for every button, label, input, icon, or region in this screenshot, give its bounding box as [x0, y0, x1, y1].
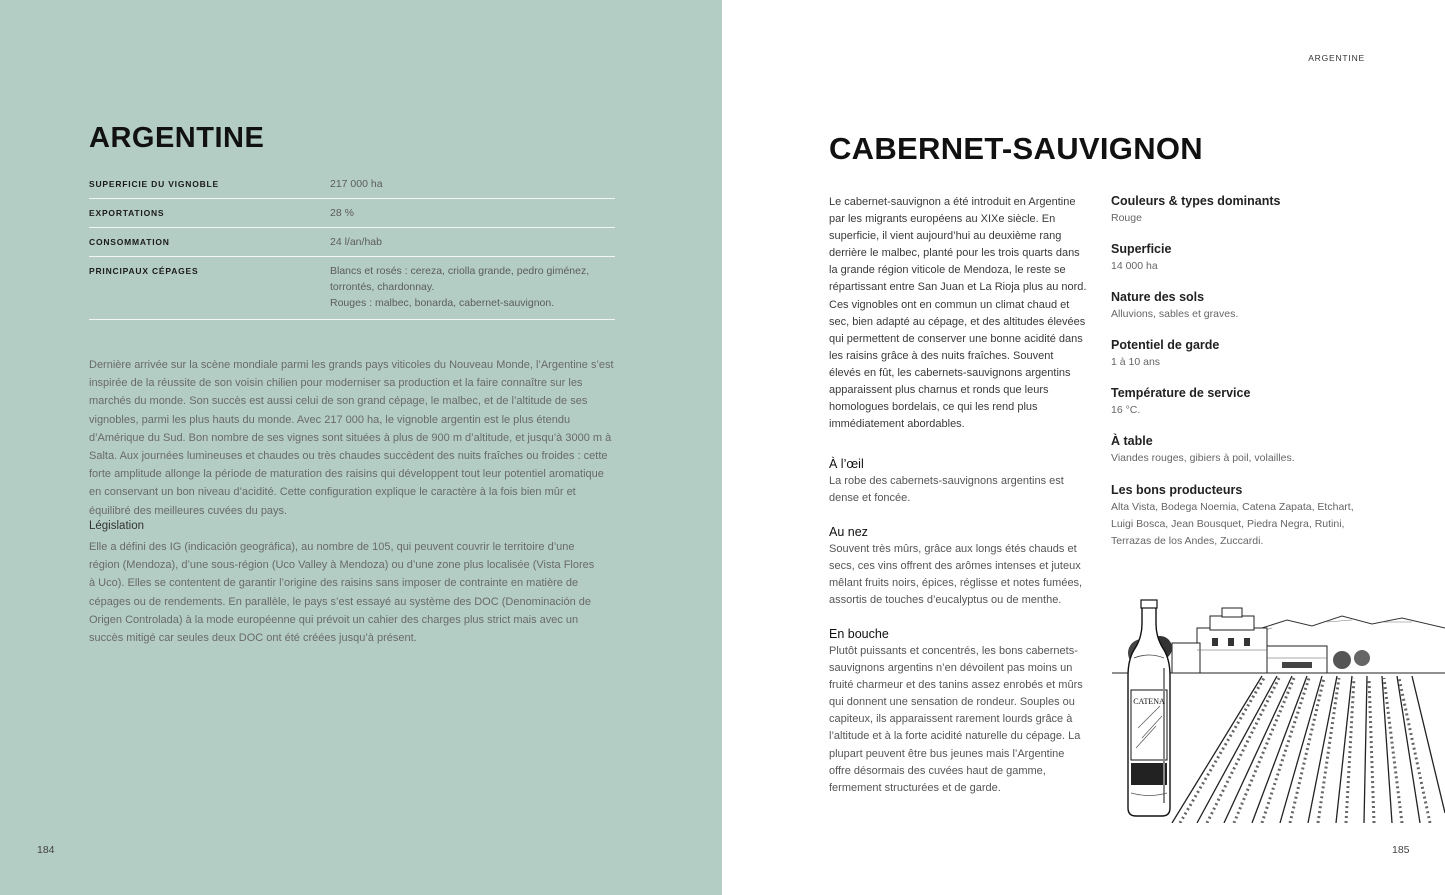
fact-value-line: Rouges : malbec, bonarda, cabernet-sauvignon. — [330, 297, 555, 309]
country-facts-table — [89, 170, 615, 320]
page-number-right: 185 — [1392, 844, 1410, 856]
fact-row-consumption — [89, 228, 615, 257]
fact-text: Alta Vista, Bodega Noemia, Catena Zapata, Etchart, Luigi Bosca, Jean Bousquet, Piedra Negra, Rutini, Terrazas de los Andes, Zuccardi. — [1111, 500, 1354, 547]
fact-value: 28 % — [330, 207, 354, 219]
fact-label: SUPERFICIE DU VIGNOBLE — [89, 179, 220, 189]
fact-title: Potentiel de garde — [1111, 338, 1220, 353]
fact-title: Couleurs & types dominants — [1111, 194, 1281, 208]
left-page — [0, 0, 722, 895]
fact-item — [1111, 242, 1361, 275]
fact-item — [1111, 483, 1361, 550]
right-page — [722, 0, 1445, 895]
fact-text: 1 à 10 ans — [1111, 356, 1161, 369]
fact-text: 16 °C. — [1111, 404, 1141, 417]
grape-facts-column — [1111, 194, 1361, 565]
fact-item — [1111, 290, 1361, 323]
grape-title: CABERNET-SAUVIGNON — [829, 131, 1203, 166]
bottle-label-text: CATENA — [1133, 697, 1165, 706]
section-heading: En bouche — [829, 627, 889, 641]
tasting-section-nose — [829, 525, 1089, 609]
fact-title: Les bons producteurs — [1111, 482, 1243, 497]
fact-item — [1111, 434, 1361, 467]
fact-title: Température de service — [1111, 386, 1251, 401]
wine-bottle-icon — [1128, 600, 1170, 816]
intro-paragraph: Dernière arrivée sur la scène mondiale parmi les grands pays viticoles du Nouveau Monde, l’Argentine s’est inspirée de la réussite de son voisin chilien pour moderniser sa production et la faire connaître sur les marchés du monde. Son succès est aussi celui de son grand cépage, le malbec, et de l’altitude de ses vignobles, parmi les plus hauts du monde. Avec 217 000 ha, le vignoble argentin est le plus étendu d’Amérique du Sud. Bon nombre de ses vignes sont situées à plus de 900 m d’altitude, et jusqu’à 3000 m à Salta. Aux journées lumineuses et chaudes ou très chaudes succèdent des nuits fraîches ou froides : cette forte amplitude allonge la période de maturation des raisins qui développent tout leur potentiel aromatique en conservant un bon niveau d’acidité. Cette configuration explique le caractère à la fois bien mûr et équilibré des meilleures cuvées du pays. — [89, 359, 614, 517]
fact-text: 14 000 ha — [1111, 260, 1158, 273]
vineyard-bottle-illustration — [1112, 598, 1445, 823]
tasting-section-eye — [829, 457, 1089, 507]
fact-label: PRINCIPAUX CÉPAGES — [89, 266, 199, 276]
tasting-section-mouth — [829, 627, 1089, 797]
fact-row-exports — [89, 199, 615, 228]
page-number-left: 184 — [37, 844, 55, 856]
legislation-heading: Législation — [89, 520, 144, 532]
fact-value: 217 000 ha — [330, 178, 383, 190]
fact-row-grapes — [89, 257, 615, 320]
section-heading: Au nez — [829, 525, 868, 539]
section-text: Souvent très mûrs, grâce aux longs étés chauds et secs, ces vins offrent des arômes intenses et juteux mêlant fruits noirs, épices, réglisse et notes fumées, assortis de touches d’eucalyptus ou de menthe. — [829, 543, 1083, 607]
fact-text: Rouge — [1111, 212, 1142, 224]
fact-text: Viandes rouges, gibiers à poil, volailles. — [1111, 452, 1295, 465]
fact-title: Nature des sols — [1111, 290, 1205, 305]
fact-value: 24 l/an/hab — [330, 236, 382, 248]
section-heading: À l’œil — [829, 457, 864, 471]
winery-building-icon — [1172, 608, 1327, 673]
section-text: La robe des cabernets-sauvignons argentins est dense et foncée. — [829, 475, 1064, 505]
fact-text: Alluvions, sables et graves. — [1111, 308, 1239, 321]
fact-item — [1111, 386, 1361, 419]
legislation-paragraph: Elle a défini des IG (indicación geográfica), au nombre de 105, qui peuvent couvrir le territoire d’une région (Mendoza), d’une sous-région (Uco Valley à Mendoza) ou d’une zone plus localisée (Vista Flores à Uco). Elles se contentent de garantir l’origine des raisins sans imposer de contrainte en matière de cépages ou de rendements. En parallèle, le pays s’est essayé au système des DOC (Denominación de Origen Controlada) à la mode européenne qui prévoit un cahier des charges plus strict mais avec un succès mitigé car seules deux DOC ont été créées jusqu’à présent. — [89, 541, 595, 645]
fact-title: À table — [1111, 434, 1153, 449]
fact-row-surface — [89, 170, 615, 199]
fact-value-line: Blancs et rosés : cereza, criolla grande, pedro giménez, — [330, 265, 590, 277]
fact-item — [1111, 194, 1361, 227]
section-text: Plutôt puissants et concentrés, les bons cabernets-sauvignons argentins n’en dévoilent pas moins un fruité charmeur et des tanins assez enrobés et mûrs qui donnent une sensation de rondeur. Souples ou capiteux, ils apparaissent rarement lourds grâce à l’altitude et à la forte acidité naturelle du cépage. La plupart peuvent être bus jeunes mais l’Argentine offre désormais des cuvées haut de gamme, fermement structurées et de garde. — [829, 645, 1083, 794]
fact-label: EXPORTATIONS — [89, 208, 165, 218]
fact-label: CONSOMMATION — [89, 237, 170, 247]
country-title: ARGENTINE — [89, 122, 265, 154]
fact-item — [1111, 338, 1361, 371]
fact-value — [330, 263, 615, 311]
grape-intro-paragraph: Le cabernet-sauvignon a été introduit en Argentine par les migrants européens au XIXe siècle. En superficie, il vient aujourd’hui au deuxième rang derrière le malbec, planté pour les trois quarts dans la grande région viticole de Mendoza, le reste se répartissant entre San Juan et La Rioja plus au nord. Ces vignobles ont en commun un climat chaud et sec, bien adapté au cépage, et des altitudes élevées qui permettent de conserver une bonne acidité dans les raisins grâce à des nuits fraîches. Souvent élevés en fût, les cabernets-sauvignons argentins apparaissent plus charnus et ronds que leurs homologues bordelais, ce qui les rend plus immédiatement abordables. — [829, 196, 1087, 431]
fact-title: Superficie — [1111, 242, 1172, 257]
fact-value-line: torrontés, chardonnay. — [330, 281, 435, 293]
running-header: ARGENTINE — [1308, 53, 1365, 63]
